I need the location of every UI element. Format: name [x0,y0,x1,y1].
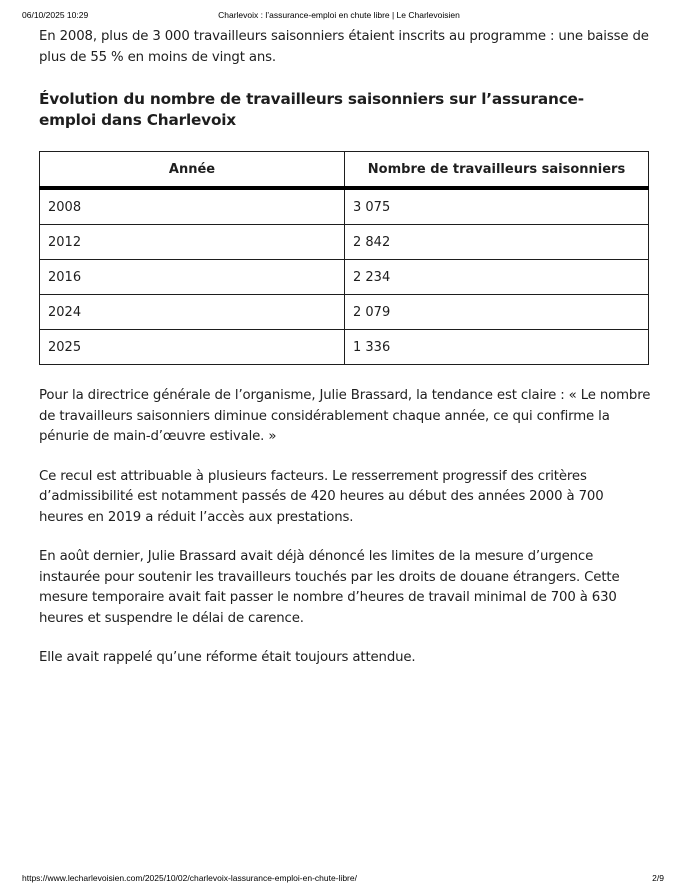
cell-year: 2012 [40,225,345,260]
table-row [40,260,649,295]
header-year: Année [40,152,345,189]
table-row [40,295,649,330]
table-row [40,188,649,225]
header-workers-count: Nombre de travailleurs saisonniers [345,152,649,189]
print-url: https://www.lecharlevoisien.com/2025/10/02/charlevoix-lassurance-emploi-en-chute-libre/ [22,873,357,883]
page-number: 2/9 [652,873,664,883]
table-row [40,225,649,260]
reform-paragraph: Elle avait rappelé qu’une réforme était toujours attendue. [39,650,416,665]
cell-count: 2 842 [345,225,649,260]
cell-count: 2 234 [345,260,649,295]
article-content [39,27,651,669]
print-header [0,10,678,24]
causes-paragraph: Ce recul est attribuable à plusieurs facteurs. Le resserrement progressif des critères d’admissibilité est notamment passés de 420 heures au début des années 2000 à 700 heures en 2019 a réduit l’accès aux prestations. [39,468,604,525]
cell-count: 3 075 [345,188,649,225]
cell-year: 2025 [40,330,345,365]
table-row [40,330,649,365]
section-title: Évolution du nombre de travailleurs saisonniers sur l’assurance-emploi dans Charlevoix [39,90,584,129]
seasonal-workers-table [39,151,649,365]
print-footer [0,873,678,887]
quote-paragraph: Pour la directrice générale de l’organisme, Julie Brassard, la tendance est claire : « Le nombre de travailleurs saisonniers diminue considérablement chaque année, ce qui confirme la pénurie de main-d’œuvre estivale. » [39,388,651,444]
cell-year: 2008 [40,188,345,225]
print-datetime: 06/10/2025 10:29 [22,10,89,20]
table-header-row [40,152,649,189]
cell-count: 2 079 [345,295,649,330]
cell-count: 1 336 [345,330,649,365]
intro-paragraph: En 2008, plus de 3 000 travailleurs saisonniers étaient inscrits au programme : une baisse de plus de 55 % en moins de vingt ans. [39,29,649,65]
print-page-title: Charlevoix : l’assurance-emploi en chute libre | Le Charlevoisien [218,10,460,20]
cell-year: 2024 [40,295,345,330]
emergency-measure-paragraph: En août dernier, Julie Brassard avait déjà dénoncé les limites de la mesure d’urgence instaurée pour soutenir les travailleurs touchés par les droits de douane étrangers. Cette mesure temporaire avait fait passer le nombre d’heures de travail minimal de 700 à 630 heures et suspendre le délai de carence. [39,549,620,626]
cell-year: 2016 [40,260,345,295]
